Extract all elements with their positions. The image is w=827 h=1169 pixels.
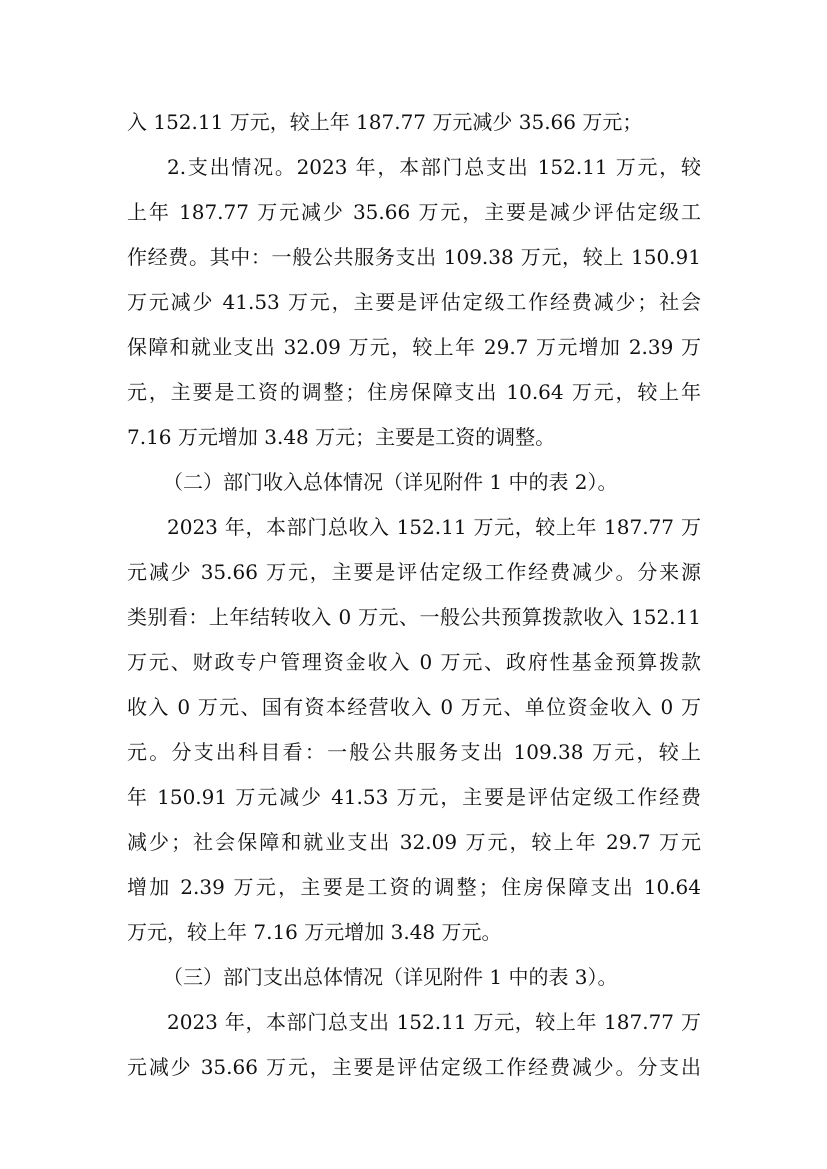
text-line: 增加 2.39 万元，主要是工资的调整；住房保障支出 10.64 (127, 875, 701, 899)
text-line: 入 152.11 万元，较上年 187.77 万元减少 35.66 万元； (127, 110, 643, 134)
section-heading: （三）部门支出总体情况（详见附件 1 中的表 3）。 (163, 965, 618, 989)
text-line: 元减少 35.66 万元，主要是评估定级工作经费减少。分支出 (127, 1055, 701, 1079)
text-line: 减少；社会保障和就业支出 32.09 万元，较上年 29.7 万元 (127, 830, 701, 854)
text-line: 类别看：上年结转收入 0 万元、一般公共预算拨款收入 152.11 (127, 605, 701, 629)
section-heading: （二）部门收入总体情况（详见附件 1 中的表 2）。 (163, 470, 618, 494)
text-line: 元。分支出科目看：一般公共服务支出 109.38 万元，较上 (127, 740, 701, 764)
text-line: 作经费。其中：一般公共服务支出 109.38 万元，较上 150.91 (127, 245, 701, 269)
text-line: 收入 0 万元、国有资本经营收入 0 万元、单位资金收入 0 万 (127, 695, 701, 719)
text-line: 年 150.91 万元减少 41.53 万元，主要是评估定级工作经费 (127, 785, 701, 809)
text-line: 2023 年，本部门总收入 152.11 万元，较上年 187.77 万 (167, 515, 701, 539)
text-line: 万元、财政专户管理资金收入 0 万元、政府性基金预算拨款 (127, 650, 701, 674)
text-line: 万元减少 41.53 万元，主要是评估定级工作经费减少；社会 (127, 290, 701, 314)
text-line: 元减少 35.66 万元，主要是评估定级工作经费减少。分来源 (127, 560, 701, 584)
text-line: 上年 187.77 万元减少 35.66 万元，主要是减少评估定级工 (127, 200, 701, 224)
text-line: 万元，较上年 7.16 万元增加 3.48 万元。 (127, 920, 502, 944)
text-line: 元，主要是工资的调整；住房保障支出 10.64 万元，较上年 (127, 380, 701, 404)
text-line: 保障和就业支出 32.09 万元，较上年 29.7 万元增加 2.39 万 (127, 335, 701, 359)
text-line: 2023 年，本部门总支出 152.11 万元，较上年 187.77 万 (167, 1010, 701, 1034)
text-line: 2.支出情况。2023 年，本部门总支出 152.11 万元，较 (167, 155, 701, 179)
text-line: 7.16 万元增加 3.48 万元；主要是工资的调整。 (127, 425, 556, 449)
